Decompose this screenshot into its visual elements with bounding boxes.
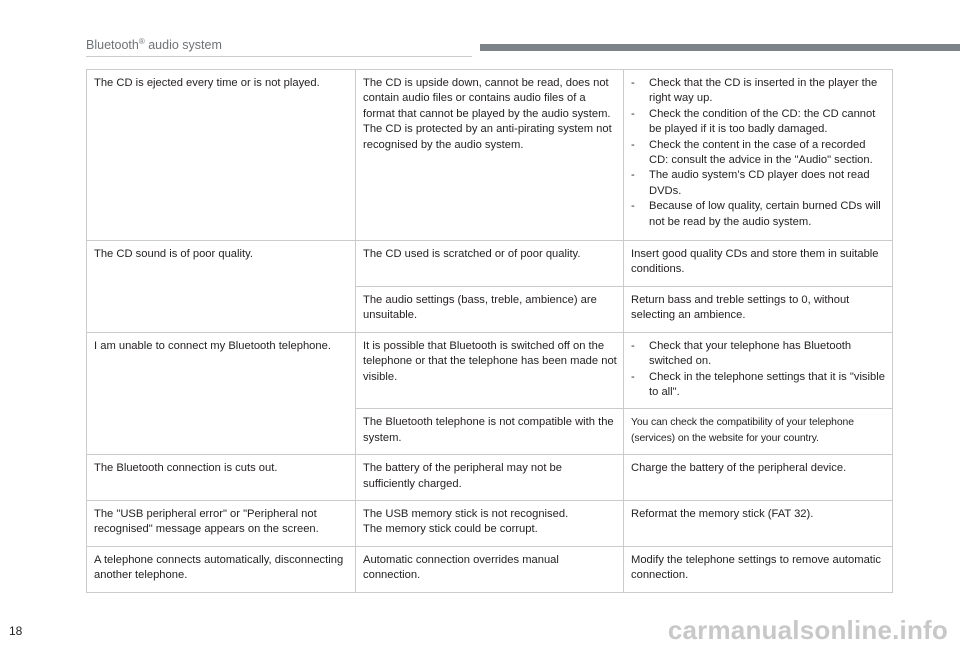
solution-text: You can check the compatibility of your telephone (services) on the website for your country.: [631, 417, 854, 444]
solution-bullet: - Check that the CD is inserted in the player the right way up.: [631, 76, 886, 107]
solution-text: Return bass and treble settings to 0, without selecting an ambience.: [631, 293, 850, 322]
problem-cell: [87, 241, 356, 333]
header-bar: [480, 44, 960, 51]
table-row: [87, 546, 893, 592]
cause-text: The battery of the peripheral may not be sufficiently charged.: [363, 462, 563, 490]
cause-text: It is possible that Bluetooth is switched off on the telephone or that the telephone has been made not visible.: [363, 339, 617, 383]
section-title-brand: Bluetooth: [86, 38, 139, 52]
table-row: [87, 500, 893, 546]
cause-text: Automatic connection overrides manual connection.: [363, 553, 559, 582]
table-row: [87, 241, 893, 287]
solution-text: Insert good quality CDs and store them in suitable conditions.: [631, 248, 879, 276]
problem-cell: [87, 546, 356, 592]
table-row: [87, 455, 893, 501]
registered-mark: ®: [138, 37, 145, 46]
cause-cell: [356, 286, 624, 332]
problem-cell: [87, 455, 356, 501]
watermark-logo: carmanualsonline.info: [667, 615, 948, 645]
cause-text: The USB memory stick is not recognised.: [363, 507, 569, 520]
problem-text: I am unable to connect my Bluetooth telephone.: [94, 339, 331, 352]
solution-bullet: - Check that your telephone has Bluetooth switched on.: [631, 339, 886, 370]
cause-cell: [356, 409, 624, 455]
troubleshooting-table: [86, 69, 893, 593]
cause-text: The CD is upside down, cannot be read, does not contain audio files or contains audio files of a format that cannot be played by the audio system.: [363, 77, 611, 120]
cause-cell: [356, 500, 624, 546]
solution-cell: [624, 241, 893, 287]
table-row: [87, 70, 893, 241]
problem-text: A telephone connects automatically, disconnecting another telephone.: [94, 553, 344, 582]
cause-cell: [356, 70, 624, 241]
solution-text: Modify the telephone settings to remove automatic connection.: [631, 553, 881, 582]
solution-cell: [624, 332, 893, 409]
solution-cell: [624, 500, 893, 546]
problem-cell: [87, 500, 356, 546]
solution-cell: [624, 409, 893, 455]
problem-text: The CD sound is of poor quality.: [94, 248, 253, 261]
solution-cell: [624, 455, 893, 501]
cause-cell: [356, 241, 624, 287]
cause-text: The Bluetooth telephone is not compatible with the system.: [363, 416, 614, 444]
section-title: [86, 38, 222, 52]
cause-text: The audio settings (bass, treble, ambience) are unsuitable.: [363, 293, 597, 322]
cause-cell: [356, 455, 624, 501]
problem-cell: [87, 70, 356, 241]
solution-bullet: - Because of low quality, certain burned CDs will not be read by the audio system.: [631, 199, 886, 230]
solution-cell: [624, 286, 893, 332]
solution-bullet: - Check the condition of the CD: the CD cannot be played if it is too badly damaged.: [631, 107, 886, 138]
solution-bullet: - Check the content in the case of a recorded CD: consult the advice in the "Audio" section.: [631, 138, 886, 169]
cause-text: The CD used is scratched or of poor quality.: [363, 248, 581, 261]
section-title-rest: audio system: [144, 38, 222, 52]
page-number: 18: [9, 624, 23, 638]
problem-cell: [87, 332, 356, 454]
problem-text: The "USB peripheral error" or "Peripheral not recognised" message appears on the screen.: [94, 507, 319, 536]
header-divider: [86, 56, 472, 57]
problem-text: The Bluetooth connection is cuts out.: [94, 462, 278, 475]
solution-text: Reformat the memory stick (FAT 32).: [631, 507, 814, 520]
solution-cell: [624, 546, 893, 592]
solution-bullet: - Check in the telephone settings that it is "visible to all".: [631, 370, 886, 401]
cause-cell: [356, 332, 624, 409]
cause-cell: [356, 546, 624, 592]
problem-text: The CD is ejected every time or is not played.: [94, 77, 320, 89]
cause-text: The CD is protected by an anti-pirating system not recognised by the audio system.: [363, 123, 612, 151]
solution-text: Charge the battery of the peripheral device.: [631, 462, 847, 475]
solution-cell: [624, 70, 893, 241]
table-row: [87, 332, 893, 409]
cause-text: The memory stick could be corrupt.: [363, 523, 538, 536]
solution-bullet: - The audio system’s CD player does not read DVDs.: [631, 168, 886, 199]
